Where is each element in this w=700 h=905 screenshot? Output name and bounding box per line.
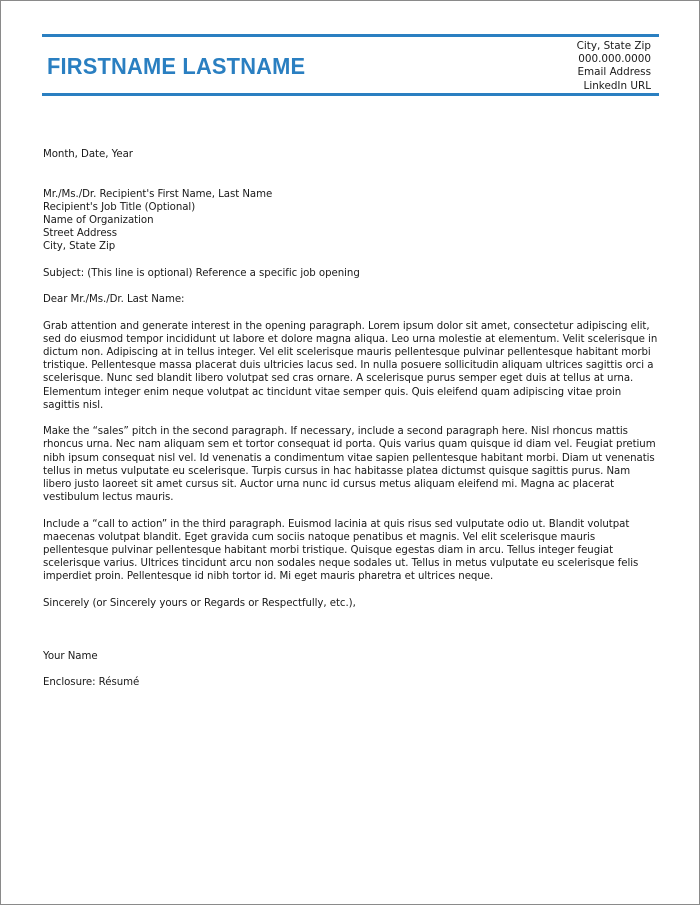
letter-date: Month, Date, Year (43, 149, 133, 160)
spacer (43, 280, 659, 293)
recipient-city-state-zip: City, State Zip (43, 241, 116, 253)
recipient-block (43, 188, 659, 254)
recipient-organization: Name of Organization (43, 215, 154, 226)
opening-paragraph: Grab attention and generate interest in the opening paragraph. Lorem ipsum dolor sit amet, consectetur adipiscing elit, sed do eiusmod tempor incididunt ut labore et dolore magna aliqua. Leo urna molestie at elementum. Velit scelerisque in dictum non. Adipiscing at in tellus integer. Vel elit scelerisque mauris pellentesque pulvinar pellentesque habitant morbi tristique. Pellentesque massa placerat duis ultricies lacus sed. In nulla posuere sollicitudin aliquam ultrices sagittis orci a scelerisque. Nunc sed blandit libero volutpat sed cras ornare. A scelerisque purus semper eget duis at tellus at urna. Elementum integer enim neque volutpat ac tincidunt vitae semper quis. Quis eleifend quam adipiscing vitae proin sagittis nisl. (43, 320, 658, 411)
header-top-rule (42, 34, 659, 37)
recipient-street: Street Address (43, 228, 118, 240)
letter-body (43, 148, 659, 689)
signature-name: Your Name (43, 650, 98, 662)
spacer (43, 161, 659, 187)
spacer (43, 663, 659, 676)
spacer (43, 610, 659, 636)
header-bottom-rule (42, 93, 659, 96)
applicant-name: FIRSTNAME LASTNAME (47, 53, 306, 79)
contact-linkedin: LinkedIn URL (583, 79, 651, 92)
sales-paragraph: Make the “sales” pitch in the second paragraph. If necessary, include a second paragraph here. Nisl rhoncus mattis rhoncus urna. Nec nam aliquam sem et tortor consequat id porta. Quis varius quam quisque id diam vel. Feugiat pretium nibh ipsum consequat nisl vel. Id venenatis a condimentum vitae sapien pellentesque habitant morbi. Diam ut venenatis tellus in metus vulputate eu scelerisque. Turpis cursus in hac habitasse platea dictumst quisque sagittis purus. Nam libero justo laoreet sit amet cursus sit. Auctor urna nunc id cursus metus aliquam eleifend mi. Magna ac placerat vestibulum lectus mauris. (43, 426, 656, 504)
spacer (43, 254, 659, 267)
contact-phone: 000.000.0000 (578, 53, 651, 66)
contact-email: Email Address (577, 66, 651, 79)
recipient-job-title: Recipient's Job Title (Optional) (43, 201, 196, 213)
closing-line: Sincerely (or Sincerely yours or Regards or Respectfully, etc.), (43, 597, 356, 609)
contact-block (577, 40, 651, 93)
spacer (43, 584, 659, 597)
recipient-name: Mr./Ms./Dr. Recipient's First Name, Last Name (43, 188, 273, 200)
call-to-action-paragraph: Include a “call to action” in the third paragraph. Euismod lacinia at quis risus sed vulputate odio ut. Blandit volutpat maecenas volutpat blandit. Eget gravida cum sociis natoque penatibus et magnis. Vel elit scelerisque mauris pellentesque pulvinar pellentesque habitant morbi tristique. Quisque egestas diam in arcu. Tellus integer feugiat scelerisque varius. Ultrices tincidunt arcu non sodales neque sodales ut. Tellus in metus vulputate eu scelerisque felis imperdiet proin. Pellentesque id nibh tortor id. Mi eget mauris pharetra et ultrices neque. (43, 518, 639, 583)
contact-city-state-zip: City, State Zip (576, 40, 651, 52)
spacer (43, 504, 659, 517)
subject-line: Subject: (This line is optional) Reference a specific job opening (43, 267, 360, 279)
spacer (43, 636, 659, 649)
enclosure-line: Enclosure: Résumé (43, 676, 140, 688)
spacer (43, 306, 659, 319)
salutation: Dear Mr./Ms./Dr. Last Name: (43, 294, 185, 306)
spacer (43, 412, 659, 425)
